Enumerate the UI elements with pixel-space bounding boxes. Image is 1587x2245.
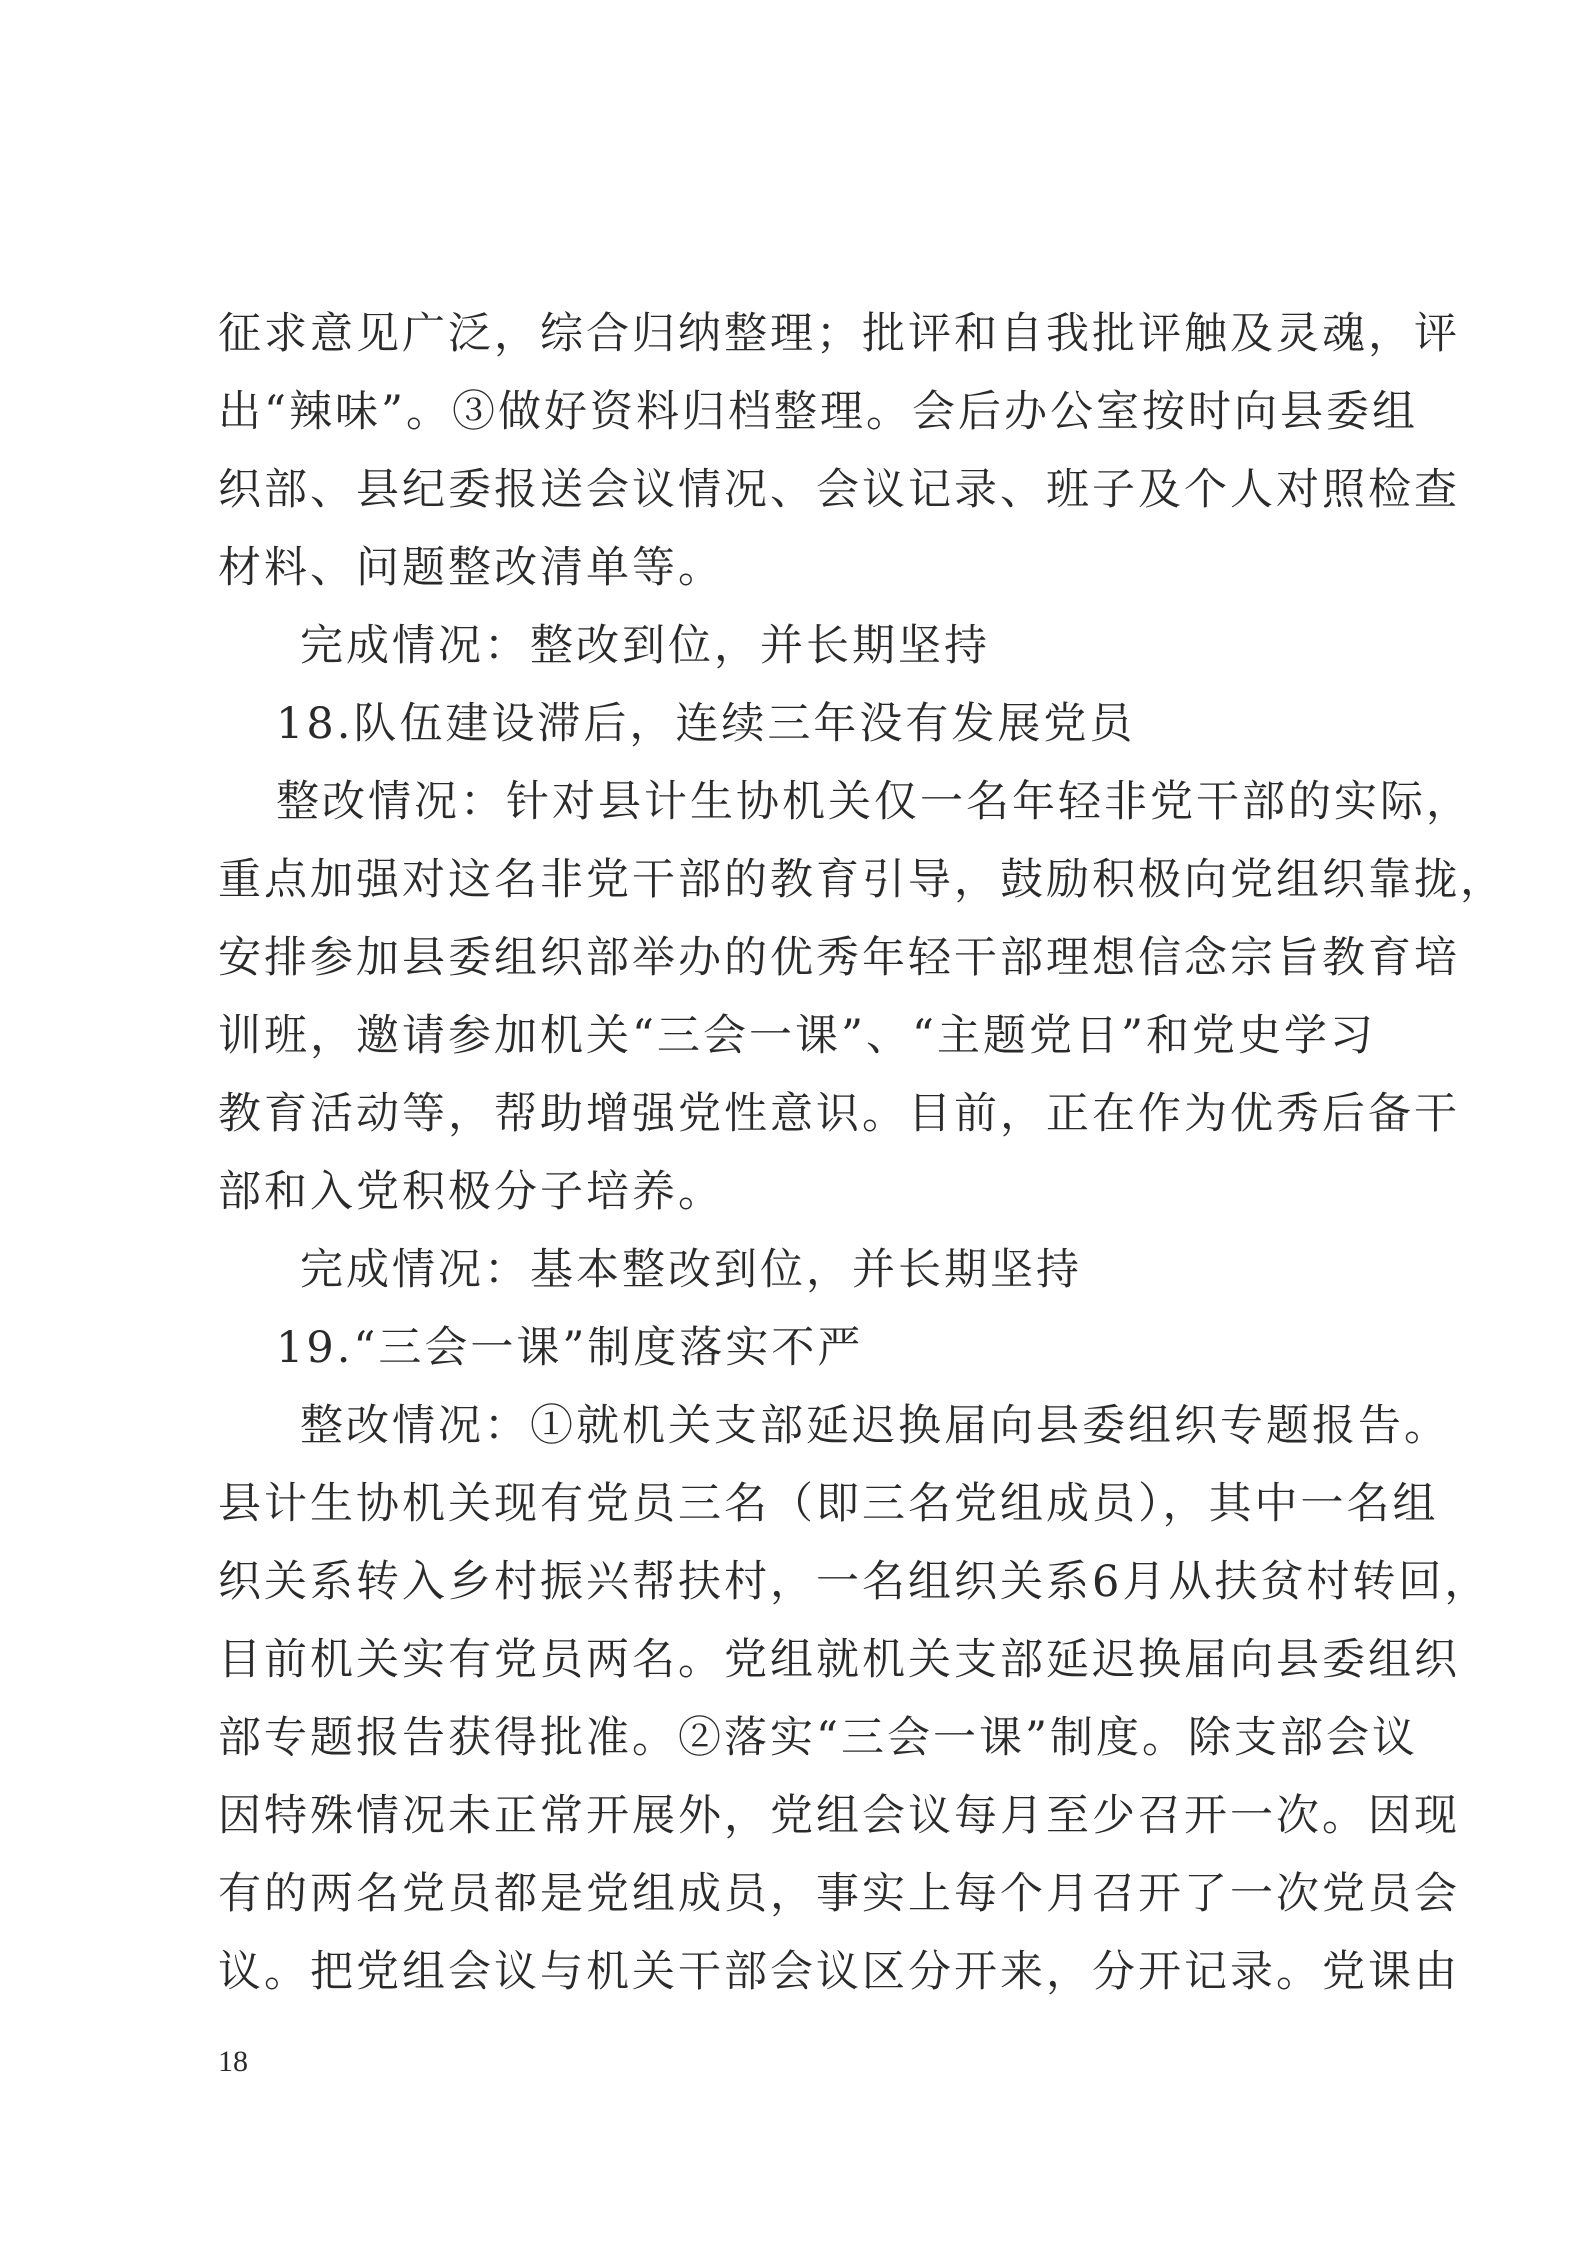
paragraph-line: 安排参加县委组织部举办的优秀年轻干部理想信念宗旨教育培 <box>218 933 1460 983</box>
paragraph-line: 目前机关实有党员两名。党组就机关支部延迟换届向县委组织 <box>218 1635 1460 1685</box>
paragraph-line: 部和入党积极分子培养。 <box>218 1167 724 1217</box>
paragraph-line: 出“辣味”。③做好资料归档整理。会后办公室按时向县委组 <box>218 387 1418 437</box>
paragraph-line: 整改情况：针对县计生协机关仅一名年轻非党干部的实际， <box>276 777 1472 827</box>
paragraph-line: 整改情况：①就机关支部延迟换届向县委组织专题报告。 <box>300 1401 1450 1451</box>
completion-status: 完成情况：整改到位，并长期坚持 <box>300 621 990 671</box>
item-heading: 18.队伍建设滞后，连续三年没有发展党员 <box>276 699 1136 749</box>
paragraph-line: 有的两名党员都是党组成员，事实上每个月召开了一次党员会 <box>218 1869 1460 1919</box>
page-number: 18 <box>218 2045 248 2078</box>
paragraph-line: 材料、问题整改清单等。 <box>218 543 724 593</box>
paragraph-line: 部专题报告获得批准。②落实“三会一课”制度。除支部会议 <box>218 1713 1418 1763</box>
paragraph-line: 重点加强对这名非党干部的教育引导，鼓励积极向党组织靠拢， <box>218 855 1506 905</box>
item-heading: 19.“三会一课”制度落实不严 <box>276 1323 864 1373</box>
paragraph-line: 训班，邀请参加机关“三会一课”、“主题党日”和党史学习 <box>218 1011 1376 1061</box>
paragraph-line: 教育活动等，帮助增强党性意识。目前，正在作为优秀后备干 <box>218 1089 1460 1139</box>
paragraph-line: 织部、县纪委报送会议情况、会议记录、班子及个人对照检查 <box>218 465 1460 515</box>
paragraph-line: 织关系转入乡村振兴帮扶村，一名组织关系6月从扶贫村转回， <box>218 1557 1491 1607</box>
paragraph-line: 因特殊情况未正常开展外，党组会议每月至少召开一次。因现 <box>218 1791 1460 1841</box>
paragraph-line: 县计生协机关现有党员三名（即三名党组成员），其中一名组 <box>218 1479 1439 1529</box>
document-body <box>218 295 1506 2011</box>
completion-status: 完成情况：基本整改到位，并长期坚持 <box>300 1245 1082 1295</box>
paragraph-line: 征求意见广泛，综合归纳整理；批评和自我批评触及灵魂，评 <box>218 309 1460 359</box>
paragraph-line: 议。把党组会议与机关干部会议区分开来，分开记录。党课由 <box>218 1947 1460 1997</box>
